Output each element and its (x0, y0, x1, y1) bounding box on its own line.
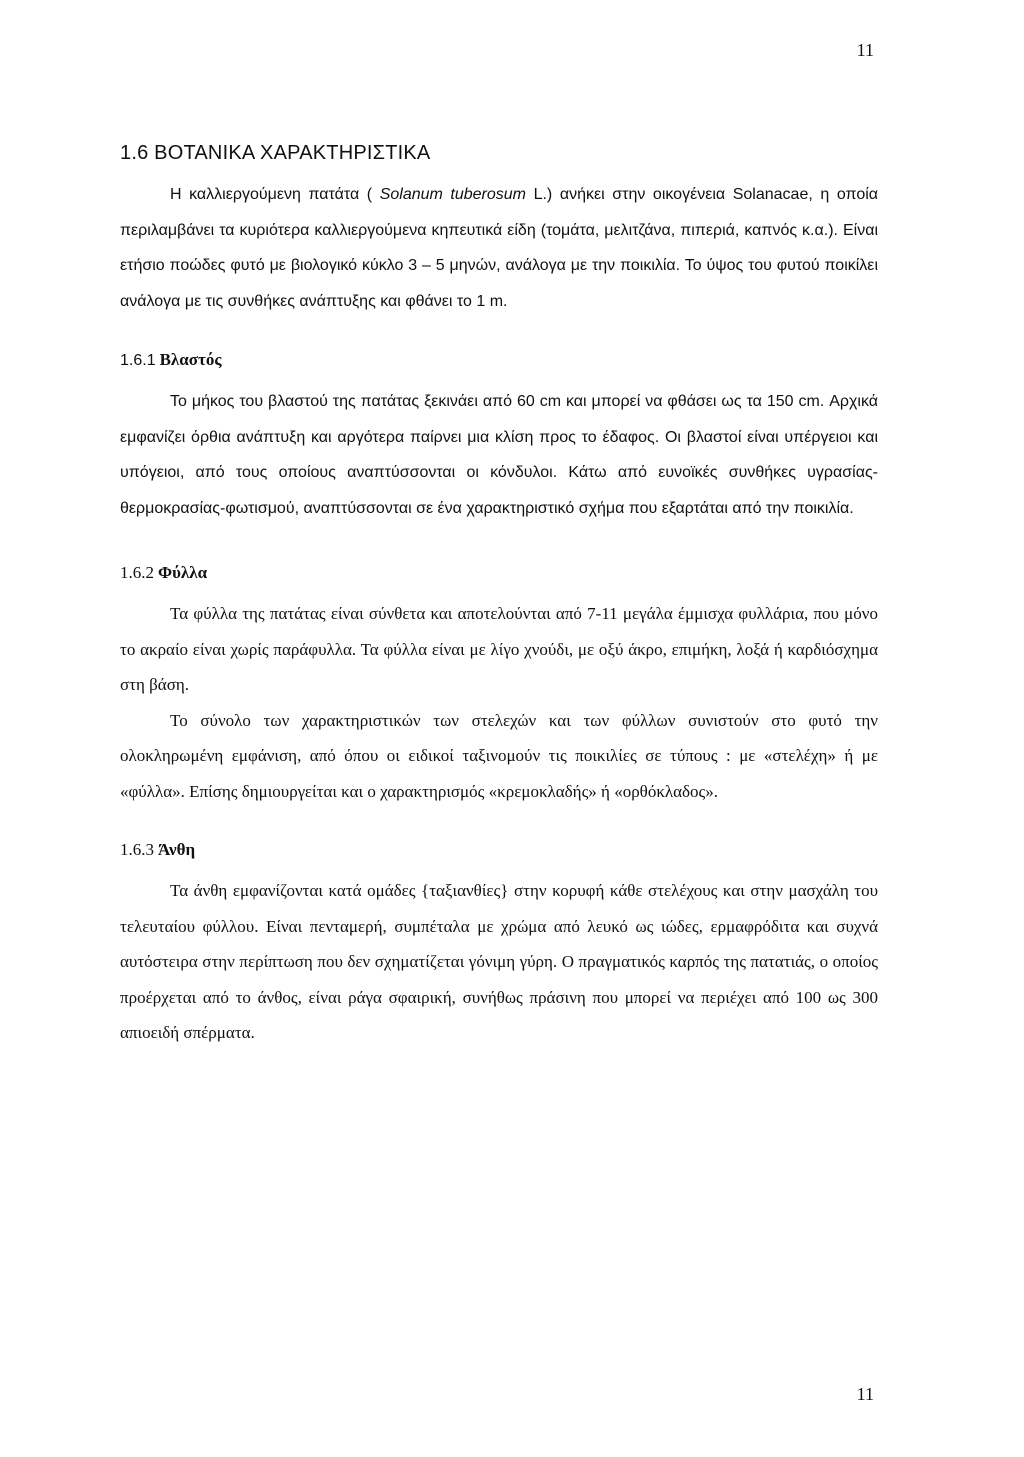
leaves-paragraph-1: Τα φύλλα της πατάτας είναι σύνθετα και αποτελούνται από 7-11 μεγάλα έμμισχα φυλλάρια, που μόνο το ακραίο είναι χωρίς παράφυλλα. Τα φύλλα είναι με λίγο χνούδι, με οξύ άκρο, επιμήκη, λοξά ή καρδιόσχημα στη βάση. (120, 604, 878, 694)
page-number-bottom: 11 (856, 1384, 874, 1404)
stem-paragraph: Το μήκος του βλαστού της πατάτας ξεκινάει από 60 cm και μπορεί να φθάσει ως τα 150 cm. Αρχικά εμφανίζει όρθια ανάπτυξη και αργότερα παίρνει μια κλίση προς το έδαφος. Οι βλαστοί είναι υπέργειοι και υπόγειοι, από τους οποίους αναπτύσσονται οι κόνδυλοι. Κάτω από ευνοϊκές συνθήκες υγρασίας-θερμοκρασίας-φωτισμού, αναπτύσσονται σε ένα χαρακτηριστικό σχήμα που εξαρτάται από την ποικιλία. (120, 393, 878, 517)
subsection-heading-leaves (120, 558, 878, 588)
intro-text-start: Η καλλιεργούμενη πατάτα ( (170, 186, 380, 203)
page-number-top: 11 (856, 40, 874, 60)
subsection-title: Φύλλα (158, 563, 208, 582)
species-name: Solanum tuberosum (379, 186, 527, 203)
subsection-number: 1.6.1 (120, 352, 156, 369)
intro-paragraph (120, 177, 878, 319)
subsection-number: 1.6.2 (120, 563, 154, 582)
subsection-title: Άνθη (158, 840, 196, 859)
subsection-number: 1.6.3 (120, 840, 154, 859)
intro-text-rest: L.) ανήκει στην οικογένεια Solanacae, η οποία περιλαμβάνει τα κυριότερα καλλιεργούμενα κηπευτικά είδη (τομάτα, μελιτζάνα, πιπεριά, καπνός κ.α.). Είναι ετήσιο ποώδες φυτό με βιολογικό κύκλο 3 – 5 μηνών, ανάλογα με την ποικιλία. Το ύψος του φυτού ποικίλει ανάλογα με τις συνθήκες ανάπτυξης και φθάνει το 1 m. (120, 186, 879, 310)
leaves-paragraph-2: Το σύνολο των χαρακτηριστικών των στελεχών και των φύλλων συνιστούν στο φυτό την ολοκληρωμένη εμφάνιση, από όπου οι ειδικοί ταξινομούν τις ποικιλίες σε τύπους : με «στελέχη» ή με «φύλλα». Επίσης δημιουργείται και ο χαρακτηρισμός «κρεμοκλαδής» ή «ορθόκλαδος». (120, 710, 878, 801)
page-content (120, 140, 878, 1051)
flowers-paragraph: Τα άνθη εμφανίζονται κατά ομάδες {ταξιανθίες} στην κορυφή κάθε στελέχους και στην μασχάλη του τελευταίου φύλλου. Είναι πενταμερή, συμπέταλα με χρώμα από λευκό ως ιώδες, ερμαφρόδιτα και συχνά αυτόστειρα στην περίπτωση που δεν σχηματίζεται γόνιμη γύρη. Ο πραγματικός καρπός της πατατιάς, ο οποίος προέρχεται από το άνθος, είναι ράγα σφαιρική, συνήθως πράσινη που μπορεί να περιέχει από 100 ως 300 απιοειδή σπέρματα. (120, 881, 878, 1042)
section-heading: 1.6 ΒΟΤΑΝΙΚΑ ΧΑΡΑΚΤΗΡΙΣΤΙΚΑ (120, 142, 431, 164)
subsection-heading-flowers (120, 835, 878, 865)
subsection-heading-stem (120, 345, 878, 376)
subsection-title: Βλαστός (159, 350, 222, 369)
